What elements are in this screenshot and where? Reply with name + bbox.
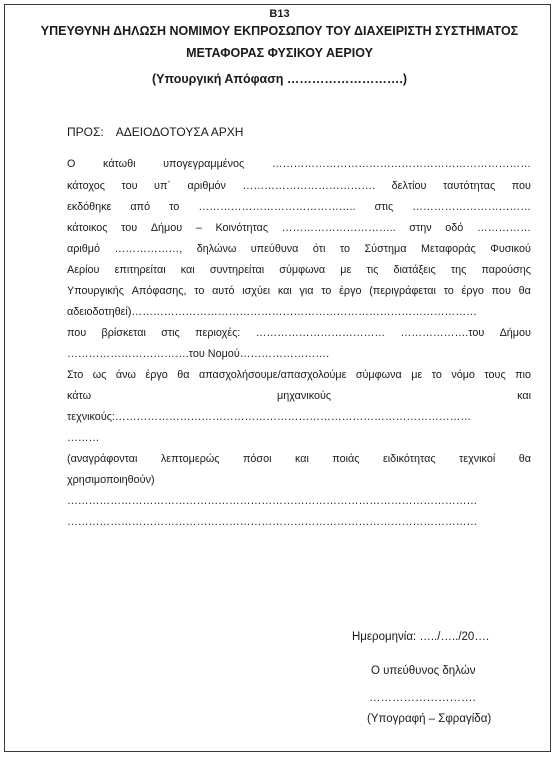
word: Δήμου	[499, 327, 531, 339]
word: το	[443, 285, 454, 297]
word: στις	[161, 327, 180, 339]
word: έργο	[339, 285, 362, 297]
word: Απόφασης,	[131, 285, 187, 297]
word: έργο	[461, 285, 484, 297]
word: θα	[518, 453, 531, 465]
word: με	[411, 369, 423, 381]
word: ότι	[312, 243, 326, 255]
word: Μεταφοράς	[420, 243, 476, 255]
word: νόμο	[451, 369, 475, 381]
word: πόσοι	[242, 453, 272, 465]
word: που	[67, 327, 87, 339]
word: και	[180, 264, 195, 276]
declaration-line-3	[67, 284, 531, 298]
word: –	[195, 222, 202, 234]
word: δελτίου	[391, 180, 427, 192]
word: από	[130, 201, 151, 213]
word: Αερίου	[67, 264, 100, 276]
word: άνω	[115, 369, 136, 381]
staff-line-1	[67, 368, 531, 382]
word: υπογεγραμμένος	[163, 158, 245, 170]
word: κάτω	[67, 390, 92, 402]
word: με	[340, 264, 352, 276]
word: …………………………..	[281, 222, 396, 234]
word: αριθμό	[67, 243, 101, 255]
word: θα	[177, 369, 190, 381]
word: κάτωθι	[103, 158, 136, 170]
word: αριθμόν	[187, 180, 226, 192]
word: το	[169, 201, 180, 213]
word: στην	[409, 222, 432, 234]
word: παρούσης	[481, 264, 531, 276]
declarant-name-line	[67, 157, 531, 171]
word: ………………………………	[255, 327, 386, 339]
declaration-line-1	[67, 242, 531, 256]
word: το	[431, 369, 442, 381]
signature-dots: ……………………….	[369, 692, 476, 704]
word: κάτοικος	[67, 222, 108, 234]
word: δηλώνω	[196, 243, 237, 255]
word: σύμφωνα	[279, 264, 326, 276]
project-description-line: αδειοδοτηθεί)……………………………………………………………………………………	[67, 306, 477, 318]
word: περιοχές:	[195, 327, 241, 339]
word: επιτηρείται	[114, 264, 166, 276]
word: τους	[484, 369, 506, 381]
technicians-continuation-line: ………	[67, 432, 100, 444]
word: ………………,	[114, 243, 183, 255]
word: κάτοχος	[67, 180, 105, 192]
word: της	[450, 264, 467, 276]
word: ποιάς	[332, 453, 360, 465]
prefecture-line: …………………………….του Νομού…………………….	[67, 348, 330, 360]
word: και	[517, 390, 531, 402]
issued-by-line	[67, 200, 531, 214]
word: τις	[366, 264, 379, 276]
technicians-line: τεχνικούς:………………………………………………………………………………………	[67, 411, 472, 423]
blank-dotted-line-2: ……………………………………………………………………………………………………	[67, 516, 478, 528]
word: απασχολήσουμε/απασχολούμε	[198, 369, 347, 381]
word: και	[294, 453, 309, 465]
staff-line-2	[67, 389, 531, 403]
recipient-label: ΠΡΟΣ:	[67, 125, 104, 139]
word: ισχύει	[242, 285, 271, 297]
word: ……………………………….	[242, 180, 376, 192]
word: ……………………………………..	[198, 201, 356, 213]
project-area-line	[67, 326, 531, 340]
word: οδό	[445, 222, 464, 234]
word: διατάξεις	[393, 264, 436, 276]
word: ταυτότητας	[442, 180, 496, 192]
word: Σύστημα	[364, 243, 407, 255]
recipient-value: ΑΔΕΙΟΔΟΤΟΥΣΑ ΑΡΧΗ	[115, 125, 244, 139]
word: σύμφωνα	[355, 369, 402, 381]
word: το	[339, 243, 350, 255]
word: Υπουργικής	[67, 285, 124, 297]
word: στις	[374, 201, 394, 213]
word: Φυσικού	[490, 243, 531, 255]
form-title-line-2: ΜΕΤΑΦΟΡΑΣ ΦΥΣΙΚΟΥ ΑΕΡΙΟΥ	[186, 46, 373, 60]
blank-dotted-line-1: ……………………………………………………………………………………………………	[67, 495, 478, 507]
word: πιο	[515, 369, 531, 381]
word: του	[121, 180, 138, 192]
declarant-label: Ο υπεύθυνος δηλών	[371, 665, 476, 677]
staff-note-line-2: χρησιμοποιηθούν)	[67, 474, 155, 486]
word: τεχνικοί	[459, 453, 496, 465]
word: ως	[92, 369, 107, 381]
word: Δήμου	[150, 222, 183, 234]
word: (αναγράφονται	[67, 453, 138, 465]
word: που	[491, 285, 511, 297]
word: για	[299, 285, 314, 297]
residence-line	[67, 221, 531, 235]
word: το	[194, 285, 205, 297]
word: μηχανικούς	[277, 390, 332, 402]
word: ειδικότητας	[382, 453, 436, 465]
word: έργο	[145, 369, 168, 381]
word: συντηρείται	[209, 264, 265, 276]
word: ……………….του	[400, 327, 485, 339]
word: (περιγράφεται	[369, 285, 436, 297]
form-code: B13	[269, 8, 290, 20]
word: θα	[518, 285, 531, 297]
word: αυτό	[212, 285, 235, 297]
word: ……………………………	[412, 201, 531, 213]
word: ………………………………………………………………	[271, 158, 531, 170]
word: του	[121, 222, 138, 234]
signature-stamp-label: (Υπογραφή – Σφραγίδα)	[367, 713, 492, 725]
recipient-line	[67, 125, 255, 139]
id-card-line	[67, 179, 531, 193]
word: που	[511, 180, 531, 192]
word: βρίσκεται	[101, 327, 146, 339]
word: Στο	[67, 369, 84, 381]
date-line: Ημερομηνία: …../…../20….	[352, 631, 490, 643]
ministerial-decision-line: (Υπουργική Απόφαση ……………………….)	[151, 72, 408, 86]
word: ……………	[476, 222, 531, 234]
declaration-line-2	[67, 263, 531, 277]
word: υπ΄	[154, 180, 171, 192]
word: το	[321, 285, 332, 297]
word: υπεύθυνα	[250, 243, 299, 255]
word: εκδόθηκε	[67, 201, 112, 213]
word: Κοινότητας	[215, 222, 269, 234]
word: και	[277, 285, 292, 297]
word: Ο	[67, 158, 76, 170]
staff-note-line-1	[67, 452, 531, 466]
word: λεπτομερώς	[160, 453, 220, 465]
form-title-line-1: ΥΠΕΥΘΥΝΗ ΔΗΛΩΣΗ ΝΟΜΙΜΟΥ ΕΚΠΡΟΣΩΠΟΥ ΤΟΥ ΔΙΑΧΕΙΡΙΣΤΗ ΣΥΣΤΗΜΑΤΟΣ	[40, 24, 519, 38]
